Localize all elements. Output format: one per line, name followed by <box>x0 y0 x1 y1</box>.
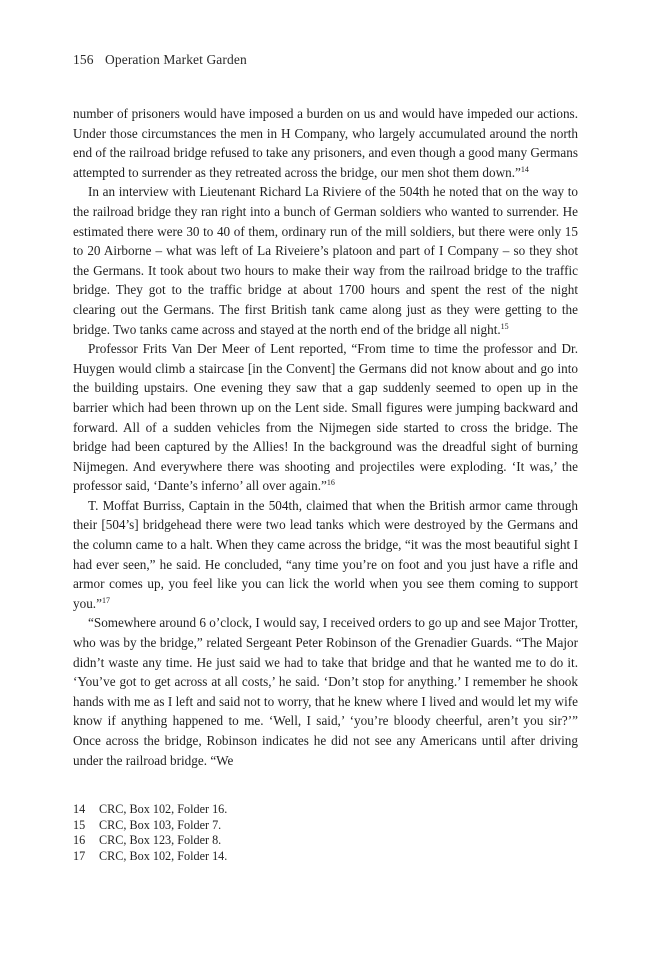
footnote-number: 14 <box>73 802 86 816</box>
footnote-text: CRC, Box 103, Folder 7. <box>99 817 222 832</box>
paragraph <box>73 104 578 182</box>
footnote-text: CRC, Box 123, Folder 8. <box>99 833 222 848</box>
footnote <box>73 833 578 849</box>
running-title: Operation Market Garden <box>105 52 247 67</box>
footnote-number: 15 <box>73 817 86 832</box>
footnote <box>73 802 578 818</box>
page-number: 156 <box>73 52 94 67</box>
paragraph-text: In an interview with Lieutenant Richard La Riviere of the 504th he noted that on the way to the railroad bridge they ran right into a bunch of German soldiers who wanted to surrender. He estimated there were 30 to 40 of them, ordinary run of the mill soldiers, but there were only 15 to 20 Airborne – what was left of La Riveiere’s platoon and part of I Company – so they shot the Germans. It took about two hours to make their way from the railroad bridge to the traffic bridge. They got to the traffic bridge at about 1700 hours and spent the rest of the night clearing out the Germans. The first British tank came along just as they were getting to the bridge. Two tanks came across and stayed at the north end of the bridge all night. <box>73 184 578 337</box>
paragraph <box>73 182 578 339</box>
footnote-ref: 15 <box>500 321 509 331</box>
footnote-number: 16 <box>73 833 86 848</box>
paragraph <box>73 613 578 770</box>
paragraph <box>73 496 578 614</box>
footnote-ref: 17 <box>101 595 110 605</box>
footnote-ref: 14 <box>520 164 529 174</box>
footnote-text: CRC, Box 102, Folder 14. <box>99 848 228 863</box>
paragraph-text: number of prisoners would have imposed a burden on us and would have impeded our actions. Under those circumstances the men in H Company, who largely accumulated around the north end of the railroad bridge refused to take any prisoners, and even though a good many Germans attempted to surrender as they retreated across the bridge, our men shot them down.” <box>73 106 578 180</box>
running-head <box>73 52 247 68</box>
footnotes <box>73 802 578 864</box>
body-text <box>73 104 578 770</box>
paragraph <box>73 339 578 496</box>
paragraph-text: “Somewhere around 6 o’clock, I would say, I received orders to go up and see Major Trotter, who was by the bridge,” related Sergeant Peter Robinson of the Grenadier Guards. “The Major didn’t waste any time. He just said we had to take that bridge and that he wanted me to do it. ‘You’ve got to get across at all costs,’ he said. ‘Don’t stop for anything.’ I remember he shook hands with me as I left and said not to worry, that he knew where I lived and would let my wife know if anything happened to me. ‘Well, I said,’ ‘you’re bloody cheerful, aren’t you sir?’” Once across the bridge, Robinson indicates he did not see any Americans until after driving under the railroad bridge. “We <box>73 615 578 768</box>
footnote-text: CRC, Box 102, Folder 16. <box>99 802 228 816</box>
footnote <box>73 818 578 834</box>
footnote <box>73 849 578 865</box>
paragraph-text: Professor Frits Van Der Meer of Lent reported, “From time to time the professor and Dr. Huygen would climb a staircase [in the Convent] the Germans did not know about and go into the building upstairs. One evening they saw that a gap suddenly seemed to open up in the barrier which had been thrown up on the Lent side. Small figures were jumping backward and forward. All of a sudden vehicles from the Nijmegen side started to cross the bridge. The bridge had been captured by the Allies! In the background was the dreadful sight of burning Nijmegen. And everywhere there was shooting and projectiles were exploding. ‘It was,’ the professor said, ‘Dante’s inferno’ all over again.” <box>73 341 578 494</box>
footnote-ref: 16 <box>326 478 335 488</box>
paragraph-text: T. Moffat Burriss, Captain in the 504th, claimed that when the British armor came through their [504’s] bridgehead there were two lead tanks which were destroyed by the Germans and the column came to a halt. When they came across the bridge, “it was the most beautiful sight I had ever seen,” he said. He concluded, “any time you’re on foot and you just have a rifle and armor comes up, you feel like you can lick the world when you see them coming to support you.” <box>73 497 578 611</box>
footnote-number: 17 <box>73 848 86 863</box>
